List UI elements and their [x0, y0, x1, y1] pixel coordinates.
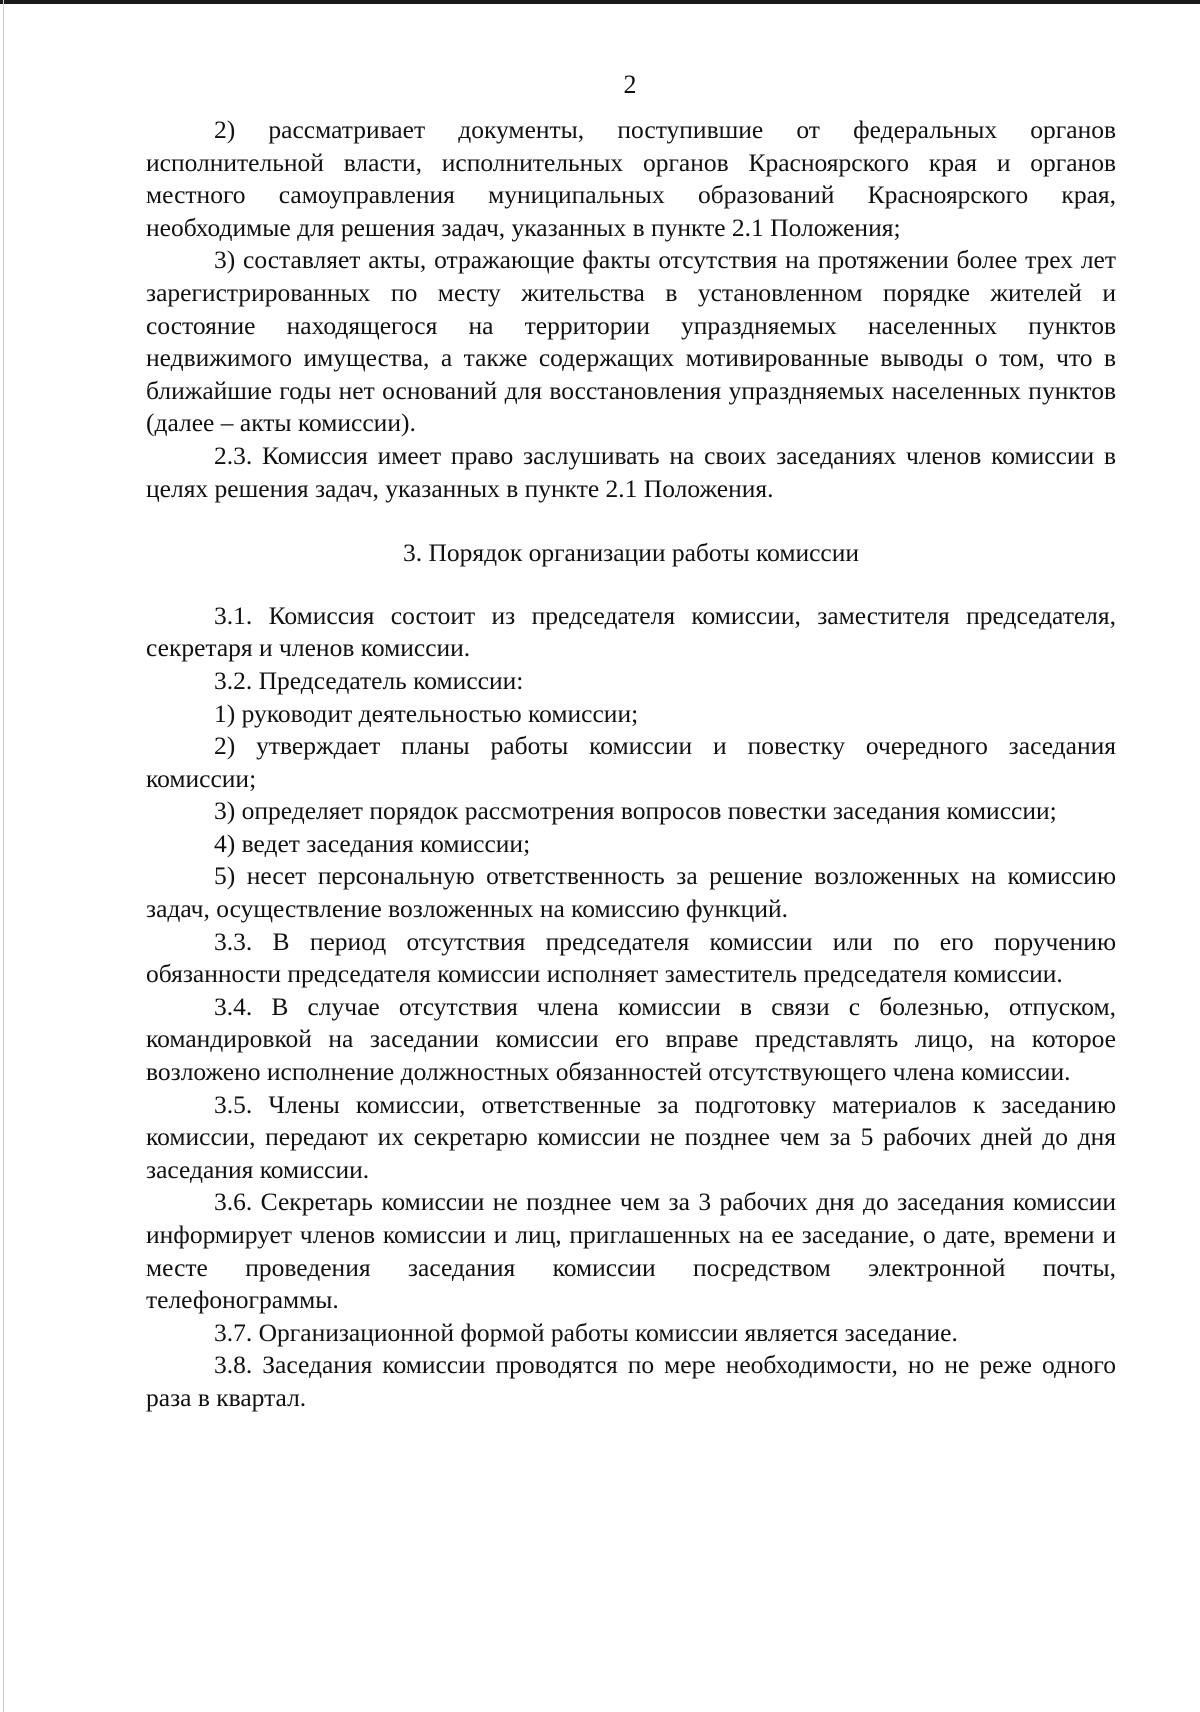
paragraph-3-4: 3.4. В случае отсутствия члена комиссии в связи с болезнью, отпуском, командировкой на заседании комиссии его вправе представлять лицо, на которое возложено исполнение должностных обязанностей отсутствующего члена комиссии. [146, 991, 1116, 1087]
paragraph-3-2-item-5: 5) несет персональную ответственность за решение возложенных на комиссию задач, осуществление возложенных на комиссию функций. [146, 861, 1116, 924]
paragraph-3-7: 3.7. Организационной формой работы комиссии является заседание. [214, 1317, 958, 1347]
scan-left-edge [3, 0, 4, 1712]
paragraph-3-2-item-4: 4) ведет заседания комиссии; [214, 828, 531, 858]
spacer [146, 570, 1116, 600]
spacer [146, 505, 1116, 537]
paragraph-2-2-item-3: 3) составляет акты, отражающие факты отсутствия на протяжении более трех лет зарегистрированных по месту жительства в установленном порядке жителей и состояние находящегося на территории упраздняемых населенных пунктов недвижимого имущества, а также содержащих мотивированные выводы о том, что в ближайшие годы нет оснований для восстановления упраздняемых населенных пунктов (далее – акты комиссии). [146, 245, 1116, 438]
paragraph-3-2-item-1: 1) руководит деятельностью комиссии; [214, 698, 639, 728]
paragraph-3-2-item-2: 2) утверждает планы работы комиссии и повестку очередного заседания комиссии; [146, 731, 1116, 793]
section-heading: 3. Порядок организации работы комиссии [402, 538, 860, 568]
paragraph-3-8: 3.8. Заседания комиссии проводятся по мере необходимости, но не реже одного раза в квартал. [146, 1350, 1116, 1412]
paragraph-2-3: 2.3. Комиссия имеет право заслушивать на своих заседаниях членов комиссии в целях решения задач, указанных в пункте 2.1 Положения. [146, 440, 1116, 503]
paragraph-2-2-item-2: 2) рассматривает документы, поступившие от федеральных органов исполнительной власти, исполнительных органов Красноярского края и органов местного самоуправления муниципальных образований Красноярского края, необходимые для решения задач, указанных в пункте 2.1 Положения; [146, 115, 1116, 242]
paragraph-3-5: 3.5. Члены комиссии, ответственные за подготовку материалов к заседанию комиссии, передают их секретарю комиссии не позднее чем за 5 рабочих дней до дня заседания комиссии. [146, 1089, 1116, 1184]
paragraph-3-2-item-3: 3) определяет порядок рассмотрения вопросов повестки заседания комиссии; [214, 796, 1057, 826]
paragraph-3-1: 3.1. Комиссия состоит из председателя комиссии, заместителя председателя, секретаря и членов комиссии. [146, 600, 1116, 663]
page-number: 2 [623, 70, 637, 99]
scan-top-border [0, 0, 1200, 4]
paragraph-3-3: 3.3. В период отсутствия председателя комиссии или по его поручению обязанности председателя комиссии исполняет заместитель председателя комиссии. [146, 926, 1116, 989]
paragraph-3-6: 3.6. Секретарь комиссии не позднее чем за 3 рабочих дня до заседания комиссии информирует членов комиссии и лиц, приглашенных на ее заседание, о дате, времени и месте проведения заседания комиссии посредством электронной почты, телефонограммы. [146, 1187, 1116, 1315]
document-body [146, 114, 1116, 1415]
paragraph-3-2: 3.2. Председатель комиссии: [214, 665, 524, 695]
